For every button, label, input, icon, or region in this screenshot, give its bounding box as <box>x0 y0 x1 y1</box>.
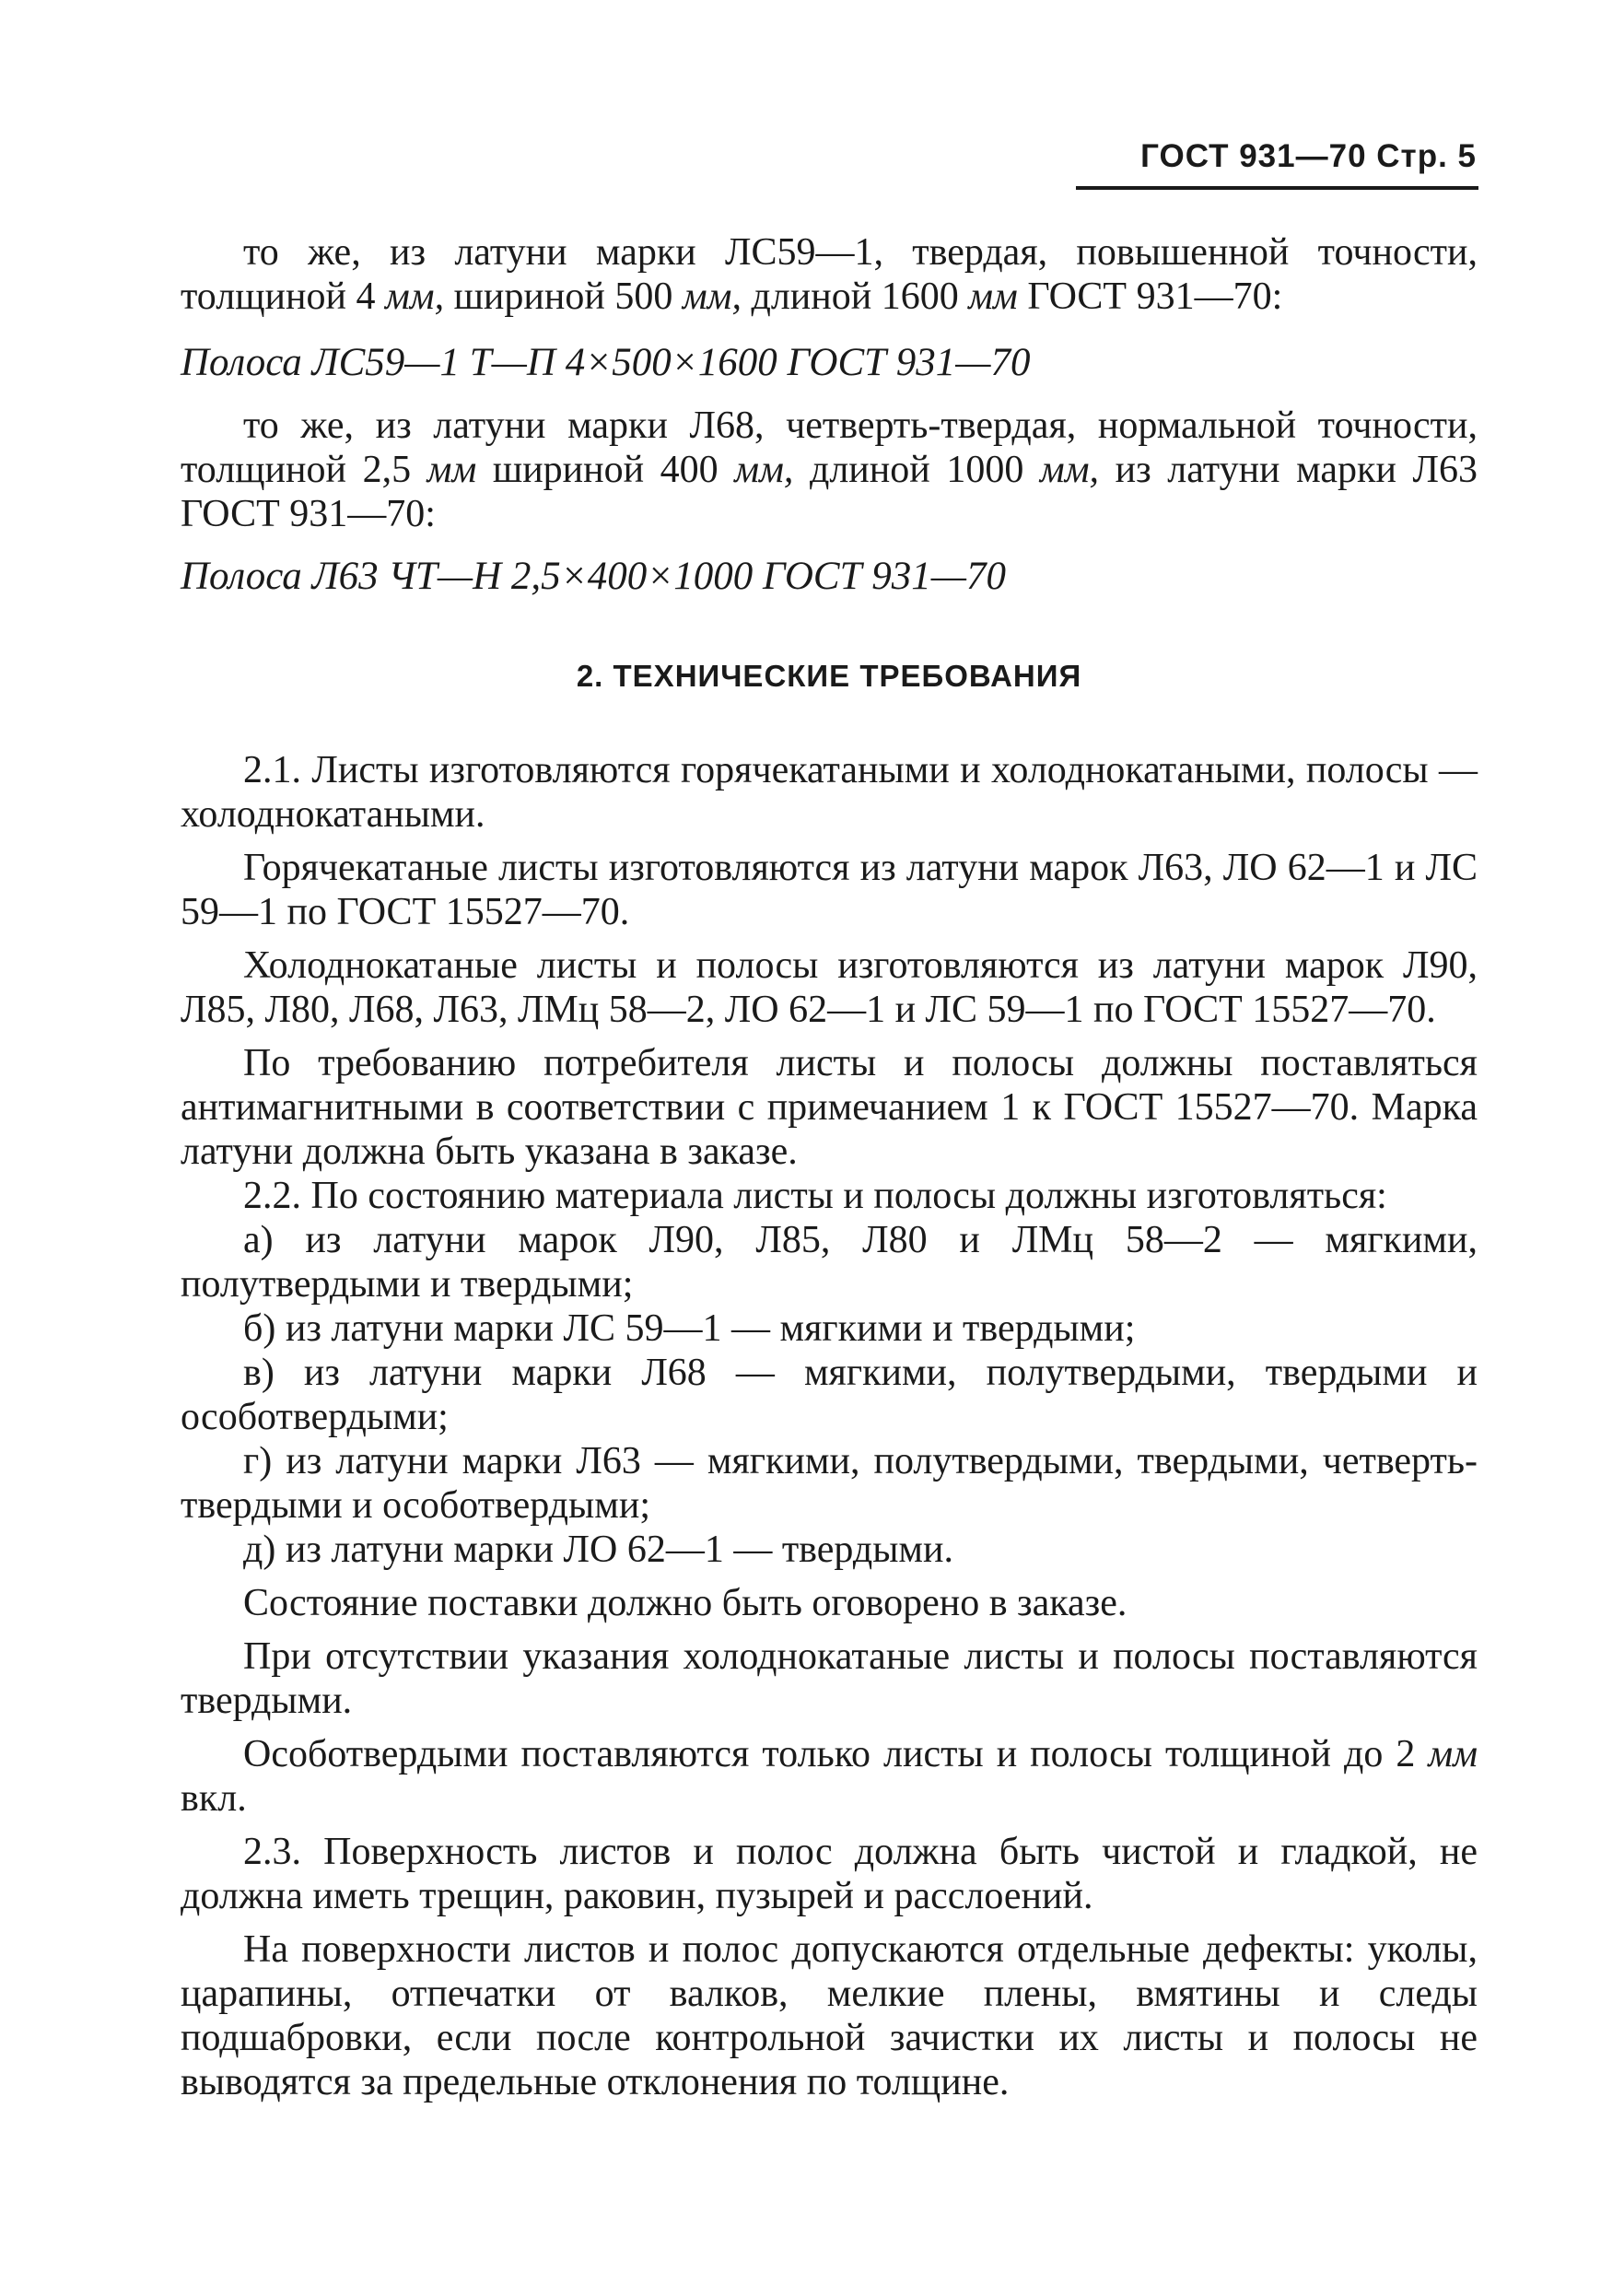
clause-2-3: 2.3. Поверхность листов и полос должна быть чистой и гладкой, не должна иметь трещин, раковин, пузырей и расслоений. <box>181 1831 1478 1917</box>
running-header <box>1140 138 1477 175</box>
header-rule <box>1076 186 1478 190</box>
clause-2-2-order-note: Состояние поставки должно быть оговорено в заказе. <box>243 1582 1127 1624</box>
designation-example-1: Полоса ЛС59—1 Т—П 4×500×1600 ГОСТ 931—70 <box>181 341 1031 384</box>
clause-2-1: 2.1. Листы изготовляются горячекатаными и холоднокатаными, полосы — холоднокатаными. <box>181 749 1478 836</box>
example-intro-paragraph-1: то же, из латуни марки ЛС59—1, твердая, повышенной точности, толщиной 4 мм, шириной 500 мм, длиной 1600 мм ГОСТ 931—70: <box>181 231 1478 318</box>
clause-2-1-antimagnetic: По требованию потребителя листы и полосы должны поставляться антимагнитными в соответствии с примечанием 1 к ГОСТ 15527—70. Марка латуни должна быть указана в заказе. <box>181 1042 1478 1173</box>
clause-2-2-item-c: в) из латуни марки Л68 — мягкими, полутвердыми, твердыми и особотвердыми; <box>181 1352 1478 1438</box>
clause-2-2-default-note: При отсутствии указания холоднокатаные листы и полосы поставляются твердыми. <box>181 1635 1478 1722</box>
clause-2-3-defects: На поверхности листов и полос допускаются отдельные дефекты: уколы, царапины, отпечатки от валков, мелкие плены, вмятины и следы подшабровки, если после контрольной зачистки их листы и полосы не выводятся за предельные отклонения по толщине. <box>181 1928 1478 2103</box>
clause-2-1-cold-rolled: Холоднокатаные листы и полосы изготовляются из латуни марок Л90, Л85, Л80, Л68, Л63, ЛМц 58—2, ЛО 62—1 и ЛС 59—1 по ГОСТ 15527—70. <box>181 944 1478 1031</box>
clause-2-1-hot-rolled: Горячекатаные листы изготовляются из латуни марок Л63, ЛО 62—1 и ЛС 59—1 по ГОСТ 15527—70. <box>181 847 1478 933</box>
designation-example-2: Полоса Л63 ЧТ—Н 2,5×400×1000 ГОСТ 931—70 <box>181 555 1006 598</box>
document-body <box>181 230 1478 2104</box>
clause-2-2-extra-hard-note: Особотвердыми поставляются только листы и полосы толщиной до 2 мм вкл. <box>181 1733 1478 1820</box>
example-intro-paragraph-2: то же, из латуни марки Л68, четверть-твердая, нормальной точности, толщиной 2,5 мм шириной 400 мм, длиной 1000 мм, из латуни марки Л63 ГОСТ 931—70: <box>181 404 1478 535</box>
page-number: Стр. 5 <box>1376 138 1477 174</box>
document-code: ГОСТ 931—70 <box>1140 138 1367 174</box>
section-heading: 2. ТЕХНИЧЕСКИЕ ТРЕБОВАНИЯ <box>576 659 1082 693</box>
clause-2-2-item-b: б) из латуни марки ЛС 59—1 — мягкими и твердыми; <box>243 1307 1136 1350</box>
clause-2-2-item-d: г) из латуни марки Л63 — мягкими, полутвердыми, твердыми, четверть-твердыми и особотвердыми; <box>181 1440 1478 1527</box>
clause-2-2-item-a: а) из латуни марок Л90, Л85, Л80 и ЛМц 58—2 — мягкими, полутвердыми и твердыми; <box>181 1219 1478 1306</box>
clause-2-2-item-e: д) из латуни марки ЛО 62—1 — твердыми. <box>243 1529 953 1571</box>
clause-2-2: 2.2. По состоянию материала листы и полосы должны изготовляться: <box>243 1175 1387 1217</box>
